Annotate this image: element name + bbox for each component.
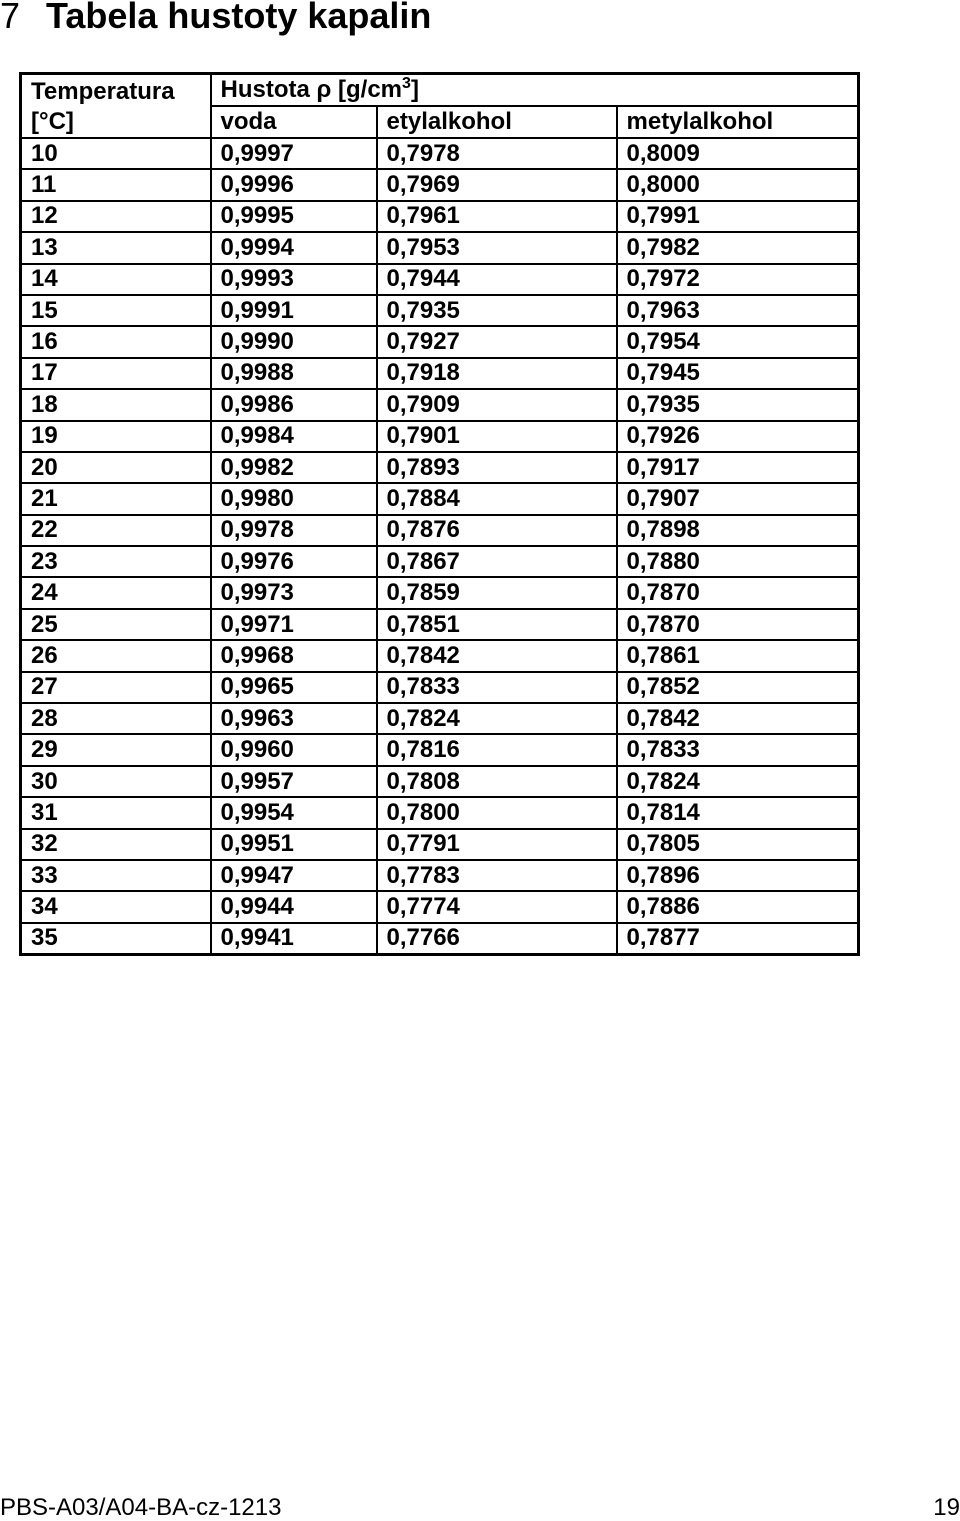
cell-temperature: 21	[21, 483, 211, 514]
table-row	[21, 860, 859, 891]
column-header-metylalkohol: metylalkohol	[617, 106, 859, 138]
header-row-group	[21, 74, 859, 107]
cell-temperature: 19	[21, 421, 211, 452]
table-row	[21, 232, 859, 263]
table-row	[21, 829, 859, 860]
table-row	[21, 609, 859, 640]
cell-temperature: 25	[21, 609, 211, 640]
table-row	[21, 672, 859, 703]
table-row	[21, 766, 859, 797]
table-row	[21, 326, 859, 357]
cell-etylalkohol: 0,7783	[377, 860, 617, 891]
cell-temperature: 17	[21, 358, 211, 389]
cell-voda: 0,9980	[211, 483, 377, 514]
cell-temperature: 20	[21, 452, 211, 483]
cell-etylalkohol: 0,7935	[377, 295, 617, 326]
column-header-etylalkohol: etylalkohol	[377, 106, 617, 138]
cell-etylalkohol: 0,7961	[377, 201, 617, 232]
temperature-header	[21, 74, 211, 139]
table-row	[21, 358, 859, 389]
cell-temperature: 29	[21, 734, 211, 765]
cell-temperature: 35	[21, 923, 211, 955]
cell-etylalkohol: 0,7909	[377, 389, 617, 420]
cell-etylalkohol: 0,7859	[377, 577, 617, 608]
cell-voda: 0,9947	[211, 860, 377, 891]
cell-temperature: 24	[21, 577, 211, 608]
cell-voda: 0,9991	[211, 295, 377, 326]
cell-voda: 0,9951	[211, 829, 377, 860]
cell-etylalkohol: 0,7978	[377, 138, 617, 169]
cell-voda: 0,9965	[211, 672, 377, 703]
density-table-body	[21, 138, 859, 955]
cell-etylalkohol: 0,7808	[377, 766, 617, 797]
cell-metylalkohol: 0,7877	[617, 923, 859, 955]
table-row	[21, 891, 859, 922]
cell-temperature: 15	[21, 295, 211, 326]
table-row	[21, 546, 859, 577]
cell-metylalkohol: 0,7972	[617, 264, 859, 295]
cell-metylalkohol: 0,7842	[617, 703, 859, 734]
cell-etylalkohol: 0,7884	[377, 483, 617, 514]
density-table-header	[21, 74, 859, 139]
section-title: Tabela hustoty kapalin	[46, 0, 432, 36]
cell-voda: 0,9968	[211, 640, 377, 671]
cell-metylalkohol: 0,7917	[617, 452, 859, 483]
table-row	[21, 138, 859, 169]
cell-voda: 0,9944	[211, 891, 377, 922]
cell-temperature: 10	[21, 138, 211, 169]
cell-etylalkohol: 0,7876	[377, 515, 617, 546]
cell-voda: 0,9941	[211, 923, 377, 955]
cell-metylalkohol: 0,7814	[617, 797, 859, 828]
cell-voda: 0,9997	[211, 138, 377, 169]
cell-temperature: 12	[21, 201, 211, 232]
cell-metylalkohol: 0,7861	[617, 640, 859, 671]
cell-etylalkohol: 0,7766	[377, 923, 617, 955]
cell-metylalkohol: 0,7886	[617, 891, 859, 922]
cell-temperature: 13	[21, 232, 211, 263]
table-row	[21, 295, 859, 326]
cell-metylalkohol: 0,7870	[617, 609, 859, 640]
cell-temperature: 27	[21, 672, 211, 703]
cell-etylalkohol: 0,7918	[377, 358, 617, 389]
cell-temperature: 26	[21, 640, 211, 671]
table-row	[21, 452, 859, 483]
cell-metylalkohol: 0,7945	[617, 358, 859, 389]
cell-etylalkohol: 0,7927	[377, 326, 617, 357]
cell-etylalkohol: 0,7867	[377, 546, 617, 577]
temperature-header-label: Temperatura	[31, 78, 175, 105]
cell-etylalkohol: 0,7800	[377, 797, 617, 828]
cell-etylalkohol: 0,7944	[377, 264, 617, 295]
table-row	[21, 169, 859, 200]
cell-voda: 0,9973	[211, 577, 377, 608]
cell-etylalkohol: 0,7893	[377, 452, 617, 483]
cell-voda: 0,9957	[211, 766, 377, 797]
cell-voda: 0,9978	[211, 515, 377, 546]
cell-metylalkohol: 0,7963	[617, 295, 859, 326]
cell-voda: 0,9990	[211, 326, 377, 357]
table-row	[21, 923, 859, 955]
table-row	[21, 421, 859, 452]
cell-metylalkohol: 0,7852	[617, 672, 859, 703]
cell-voda: 0,9984	[211, 421, 377, 452]
cell-temperature: 22	[21, 515, 211, 546]
cell-etylalkohol: 0,7824	[377, 703, 617, 734]
density-header-suffix: ]	[410, 76, 419, 103]
cell-voda: 0,9993	[211, 264, 377, 295]
cell-temperature: 18	[21, 389, 211, 420]
cell-metylalkohol: 0,8009	[617, 138, 859, 169]
cell-voda: 0,9996	[211, 169, 377, 200]
cell-etylalkohol: 0,7953	[377, 232, 617, 263]
density-table	[19, 72, 860, 956]
cell-etylalkohol: 0,7816	[377, 734, 617, 765]
cell-metylalkohol: 0,7805	[617, 829, 859, 860]
cell-voda: 0,9954	[211, 797, 377, 828]
cell-metylalkohol: 0,7991	[617, 201, 859, 232]
table-row	[21, 734, 859, 765]
cell-voda: 0,9963	[211, 703, 377, 734]
table-row	[21, 264, 859, 295]
footer-doc-id: PBS-A03/A04-BA-cz-1213	[0, 1494, 282, 1521]
footer-page-number: 19	[933, 1494, 960, 1521]
table-row	[21, 201, 859, 232]
cell-metylalkohol: 0,7982	[617, 232, 859, 263]
cell-voda: 0,9994	[211, 232, 377, 263]
cell-metylalkohol: 0,7824	[617, 766, 859, 797]
section-heading	[0, 0, 431, 36]
density-header-exponent: 3	[402, 75, 411, 92]
cell-temperature: 33	[21, 860, 211, 891]
cell-temperature: 34	[21, 891, 211, 922]
cell-voda: 0,9976	[211, 546, 377, 577]
cell-voda: 0,9986	[211, 389, 377, 420]
cell-voda: 0,9971	[211, 609, 377, 640]
cell-etylalkohol: 0,7774	[377, 891, 617, 922]
table-row	[21, 577, 859, 608]
table-row	[21, 515, 859, 546]
cell-metylalkohol: 0,7870	[617, 577, 859, 608]
table-row	[21, 640, 859, 671]
cell-temperature: 31	[21, 797, 211, 828]
cell-etylalkohol: 0,7791	[377, 829, 617, 860]
cell-temperature: 30	[21, 766, 211, 797]
cell-metylalkohol: 0,7926	[617, 421, 859, 452]
cell-temperature: 16	[21, 326, 211, 357]
cell-voda: 0,9988	[211, 358, 377, 389]
cell-metylalkohol: 0,7954	[617, 326, 859, 357]
temperature-header-unit: [°C]	[31, 108, 74, 135]
table-row	[21, 389, 859, 420]
cell-temperature: 14	[21, 264, 211, 295]
cell-metylalkohol: 0,7935	[617, 389, 859, 420]
section-number: 7	[0, 0, 21, 36]
cell-metylalkohol: 0,7898	[617, 515, 859, 546]
table-row	[21, 483, 859, 514]
column-header-voda: voda	[211, 106, 377, 138]
density-header-label: Hustota ρ [g/cm	[220, 76, 403, 103]
cell-temperature: 28	[21, 703, 211, 734]
table-row	[21, 797, 859, 828]
cell-etylalkohol: 0,7969	[377, 169, 617, 200]
cell-metylalkohol: 0,7880	[617, 546, 859, 577]
cell-voda: 0,9995	[211, 201, 377, 232]
density-group-header	[211, 74, 859, 107]
cell-metylalkohol: 0,7896	[617, 860, 859, 891]
cell-voda: 0,9982	[211, 452, 377, 483]
cell-etylalkohol: 0,7833	[377, 672, 617, 703]
cell-temperature: 11	[21, 169, 211, 200]
cell-metylalkohol: 0,7907	[617, 483, 859, 514]
cell-etylalkohol: 0,7842	[377, 640, 617, 671]
cell-metylalkohol: 0,7833	[617, 734, 859, 765]
cell-temperature: 23	[21, 546, 211, 577]
cell-temperature: 32	[21, 829, 211, 860]
table-row	[21, 703, 859, 734]
cell-etylalkohol: 0,7851	[377, 609, 617, 640]
cell-voda: 0,9960	[211, 734, 377, 765]
cell-etylalkohol: 0,7901	[377, 421, 617, 452]
cell-metylalkohol: 0,8000	[617, 169, 859, 200]
